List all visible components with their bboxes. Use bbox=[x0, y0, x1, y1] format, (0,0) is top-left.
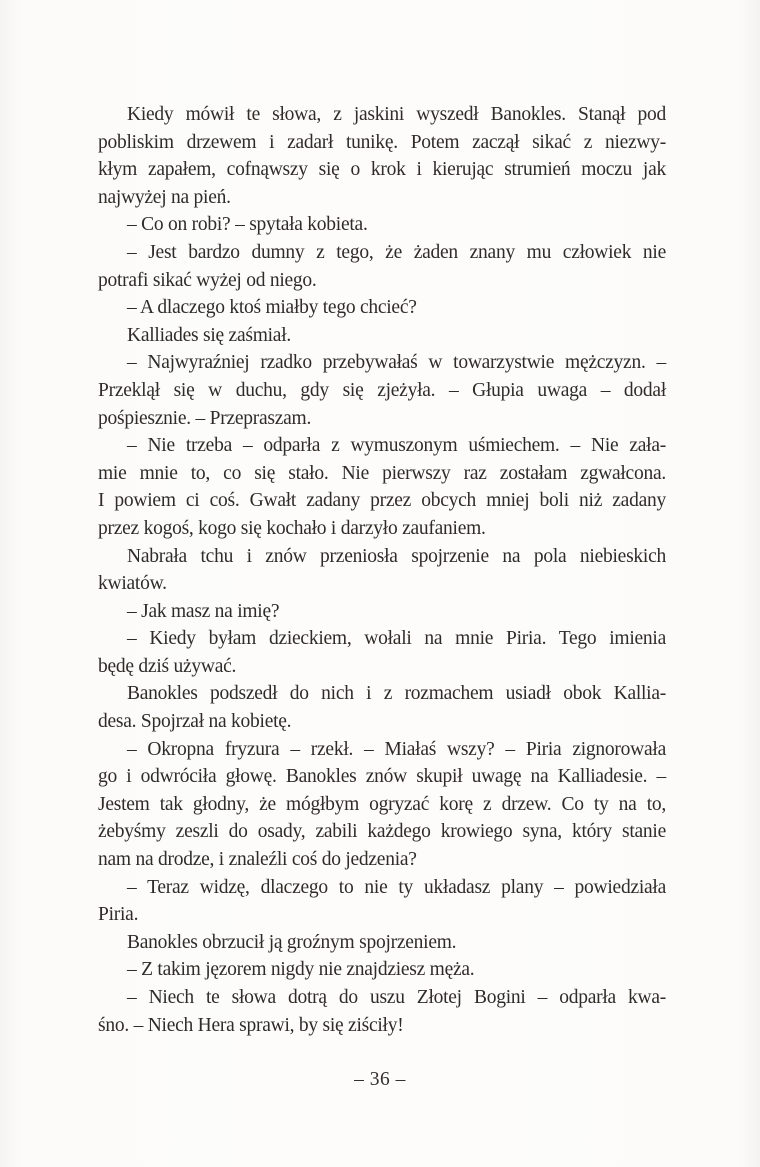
paragraph bbox=[98, 349, 666, 432]
paragraph bbox=[98, 598, 666, 626]
text-line: – Nie trzeba – odparła z wymuszonym uśmiechem. – Nie zała- bbox=[127, 435, 666, 457]
text-line: Banokles obrzucił ją groźnym spojrzeniem. bbox=[127, 931, 457, 953]
text-line: najwyżej na pień. bbox=[98, 186, 231, 208]
paragraph bbox=[98, 294, 666, 322]
text-line: Jestem tak głodny, że mógłbym ogryzać korę z drzew. Co ty na to, bbox=[98, 793, 666, 815]
text-line: – Co on robi? – spytała kobieta. bbox=[127, 214, 368, 236]
text-line: kwiatów. bbox=[98, 573, 167, 595]
text-line: nam na drodze, i znaleźli coś do jedzenia? bbox=[98, 849, 417, 871]
text-line: przez kogoś, kogo się kochało i darzyło zaufaniem. bbox=[98, 517, 486, 539]
paragraph bbox=[98, 984, 666, 1039]
text-line: Kiedy mówił te słowa, z jaskini wyszedł Banokles. Stanął pod bbox=[127, 104, 666, 125]
text-line: mie mnie to, co się stało. Nie pierwszy raz zostałam zgwałcona. bbox=[98, 462, 666, 484]
text-line: – Najwyraźniej rzadko przebywałaś w towarzystwie mężczyzn. – bbox=[127, 352, 666, 374]
text-line: będę dziś używać. bbox=[98, 655, 237, 677]
paragraph bbox=[98, 432, 666, 542]
text-line: Piria. bbox=[98, 904, 139, 926]
text-line: desa. Spojrzał na kobietę. bbox=[98, 711, 292, 733]
text-line: – Z takim jęzorem nigdy nie znajdziesz męża. bbox=[127, 959, 475, 981]
text-line: – A dlaczego ktoś miałby tego chcieć? bbox=[127, 297, 417, 319]
page-number: – 36 – bbox=[354, 1069, 406, 1090]
paragraph bbox=[98, 929, 666, 957]
text-line: – Jest bardzo dumny z tego, że żaden znany mu człowiek nie bbox=[127, 241, 666, 263]
paragraph bbox=[98, 625, 666, 680]
paragraph bbox=[98, 101, 666, 211]
text-line: – Teraz widzę, dlaczego to nie ty układasz plany – powiedziała bbox=[127, 876, 666, 898]
paragraph bbox=[98, 736, 666, 874]
text-line: Banokles podszedł do nich i z rozmachem usiadł obok Kallia- bbox=[127, 683, 666, 705]
paragraph bbox=[98, 874, 666, 929]
text-line: żebyśmy zeszli do osady, zabili każdego krowiego syna, który stanie bbox=[98, 821, 666, 843]
text-line: Nabrała tchu i znów przeniosła spojrzenie na pola niebieskich bbox=[127, 545, 666, 567]
paragraph bbox=[98, 239, 666, 294]
text-line: – Jak masz na imię? bbox=[127, 600, 280, 622]
paragraph bbox=[98, 543, 666, 598]
text-line: pobliskim drzewem i zadarł tunikę. Potem zaczął sikać z niezwy- bbox=[98, 131, 666, 153]
text-line: – Kiedy byłam dzieckiem, wołali na mnie Piria. Tego imienia bbox=[127, 628, 666, 650]
text-line: Przeklął się w duchu, gdy się zjeżyła. – Głupia uwaga – dodał bbox=[98, 379, 666, 401]
text-line: Kalliades się zaśmiał. bbox=[127, 324, 291, 346]
text-line: go i odwróciła głowę. Banokles znów skupił uwagę na Kalliadesie. – bbox=[98, 766, 666, 788]
text-line: – Okropna fryzura – rzekł. – Miałaś wszy? – Piria zignorowała bbox=[127, 738, 666, 760]
paragraph bbox=[98, 956, 666, 984]
paragraph bbox=[98, 680, 666, 735]
paragraph bbox=[98, 322, 666, 350]
page-text bbox=[98, 101, 666, 1039]
text-line: I powiem ci coś. Gwałt zadany przez obcych mniej boli niż zadany bbox=[98, 490, 666, 512]
text-line: śno. – Niech Hera sprawi, by się ziściły! bbox=[98, 1014, 404, 1036]
text-line: pośpiesznie. – Przepraszam. bbox=[98, 407, 312, 429]
text-line: – Niech te słowa dotrą do uszu Złotej Bogini – odparła kwa- bbox=[127, 987, 666, 1008]
text-line: potrafi sikać wyżej od niego. bbox=[98, 269, 317, 291]
paragraph bbox=[98, 211, 666, 239]
text-line: kłym zapałem, cofnąwszy się o krok i kierując strumień moczu jak bbox=[98, 159, 666, 181]
